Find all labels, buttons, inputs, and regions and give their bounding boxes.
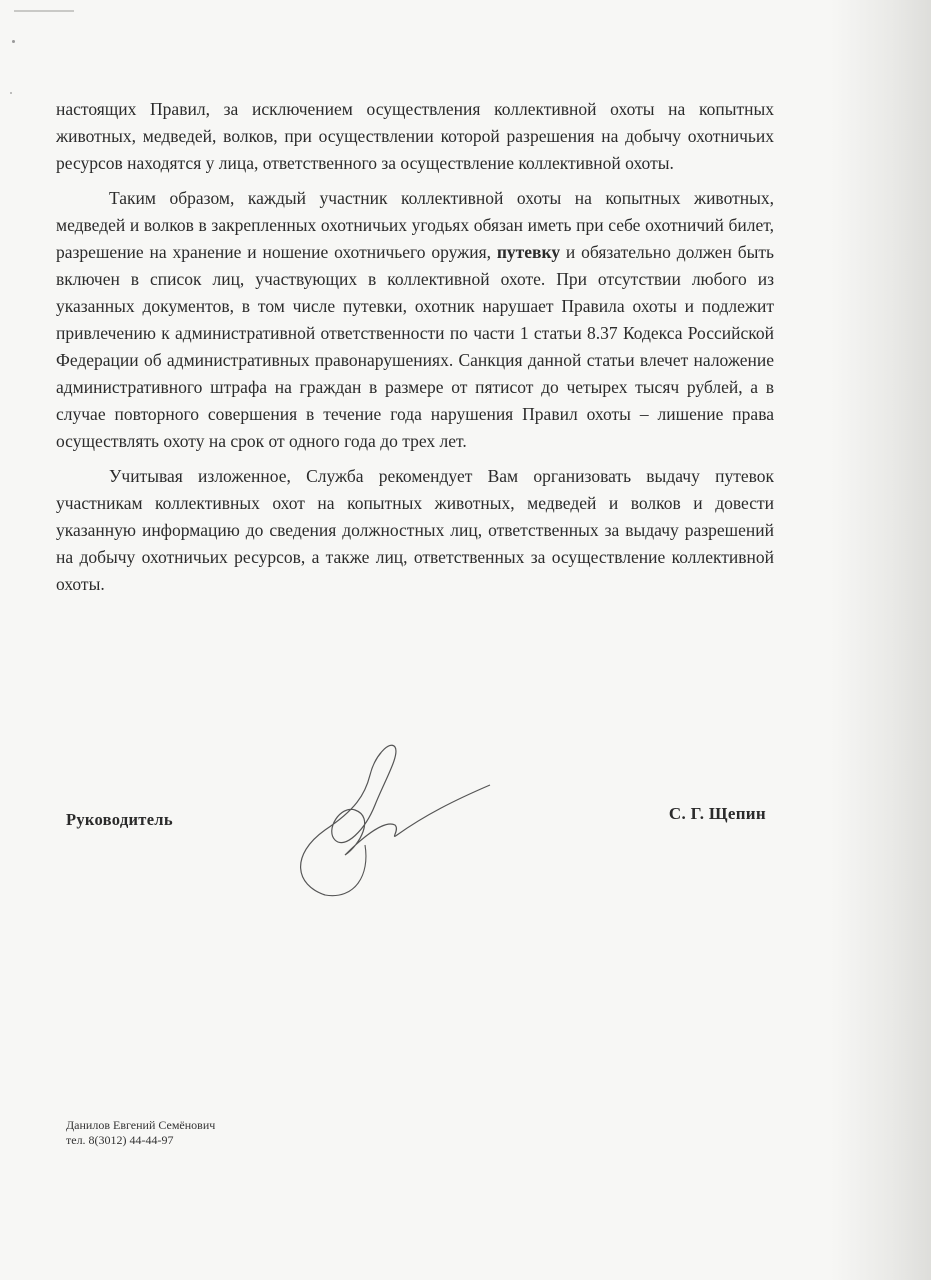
signer-name: С. Г. Щепин — [668, 804, 766, 823]
executor-contact — [66, 1118, 215, 1148]
paragraph-continued: настоящих Правил, за исключением осуществления коллективной охоты на копытных животных, медведей, волков, при осуществлении которой разрешения на добычу охотничьих ресурсов находятся у лица, ответственного за осуществление коллективной охоты. — [56, 99, 774, 173]
letter-body — [56, 96, 774, 606]
scan-shadow-edge — [831, 0, 931, 1280]
executor-name: Данилов Евгений Семёнович — [66, 1118, 216, 1132]
handwritten-signature — [285, 735, 505, 905]
scan-speck — [10, 92, 12, 94]
emphasis-putevka: путевку — [496, 242, 561, 262]
scan-speck — [12, 40, 15, 43]
scan-mark — [14, 10, 74, 12]
signer-position: Руководитель — [66, 810, 173, 829]
paragraph-text: и обязательно должен быть включен в список лиц, участвующих в коллективной охоте. При отсутствии любого из указанных документов, в том числе путевки, охотник нарушает Правила охоты и подлежит привлечению к административной ответственности по части 1 статьи 8.37 Кодекса Российской Федерации об административных правонарушениях. Санкция данной статьи влечет наложение административного штрафа на граждан в размере от пятисот до четырех тысяч рублей, а в случае повторного совершения в течение года нарушения Правил охоты – лишение права осуществлять охоту на срок от одного года до трех лет. — [56, 242, 774, 451]
paragraph-recommendation: Учитывая изложенное, Служба рекомендует Вам организовать выдачу путевок участникам коллективных охот на копытных животных, медведей и волков и довести указанную информацию до сведения должностных лиц, ответственных за выдачу разрешений на добычу охотничьих ресурсов, а также лиц, ответственных за осуществление коллективной охоты. — [56, 466, 774, 594]
executor-phone: тел. 8(3012) 44-44-97 — [66, 1133, 174, 1147]
paragraph-requirements — [56, 185, 774, 455]
paragraph-text: Таким образом, каждый участник коллективной охоты на копытных животных, медведей и волков в закрепленных охотничьих угодьях обязан иметь при себе охотничий билет, разрешение на хранение и ношение охотничьего оружия, — [56, 188, 774, 262]
